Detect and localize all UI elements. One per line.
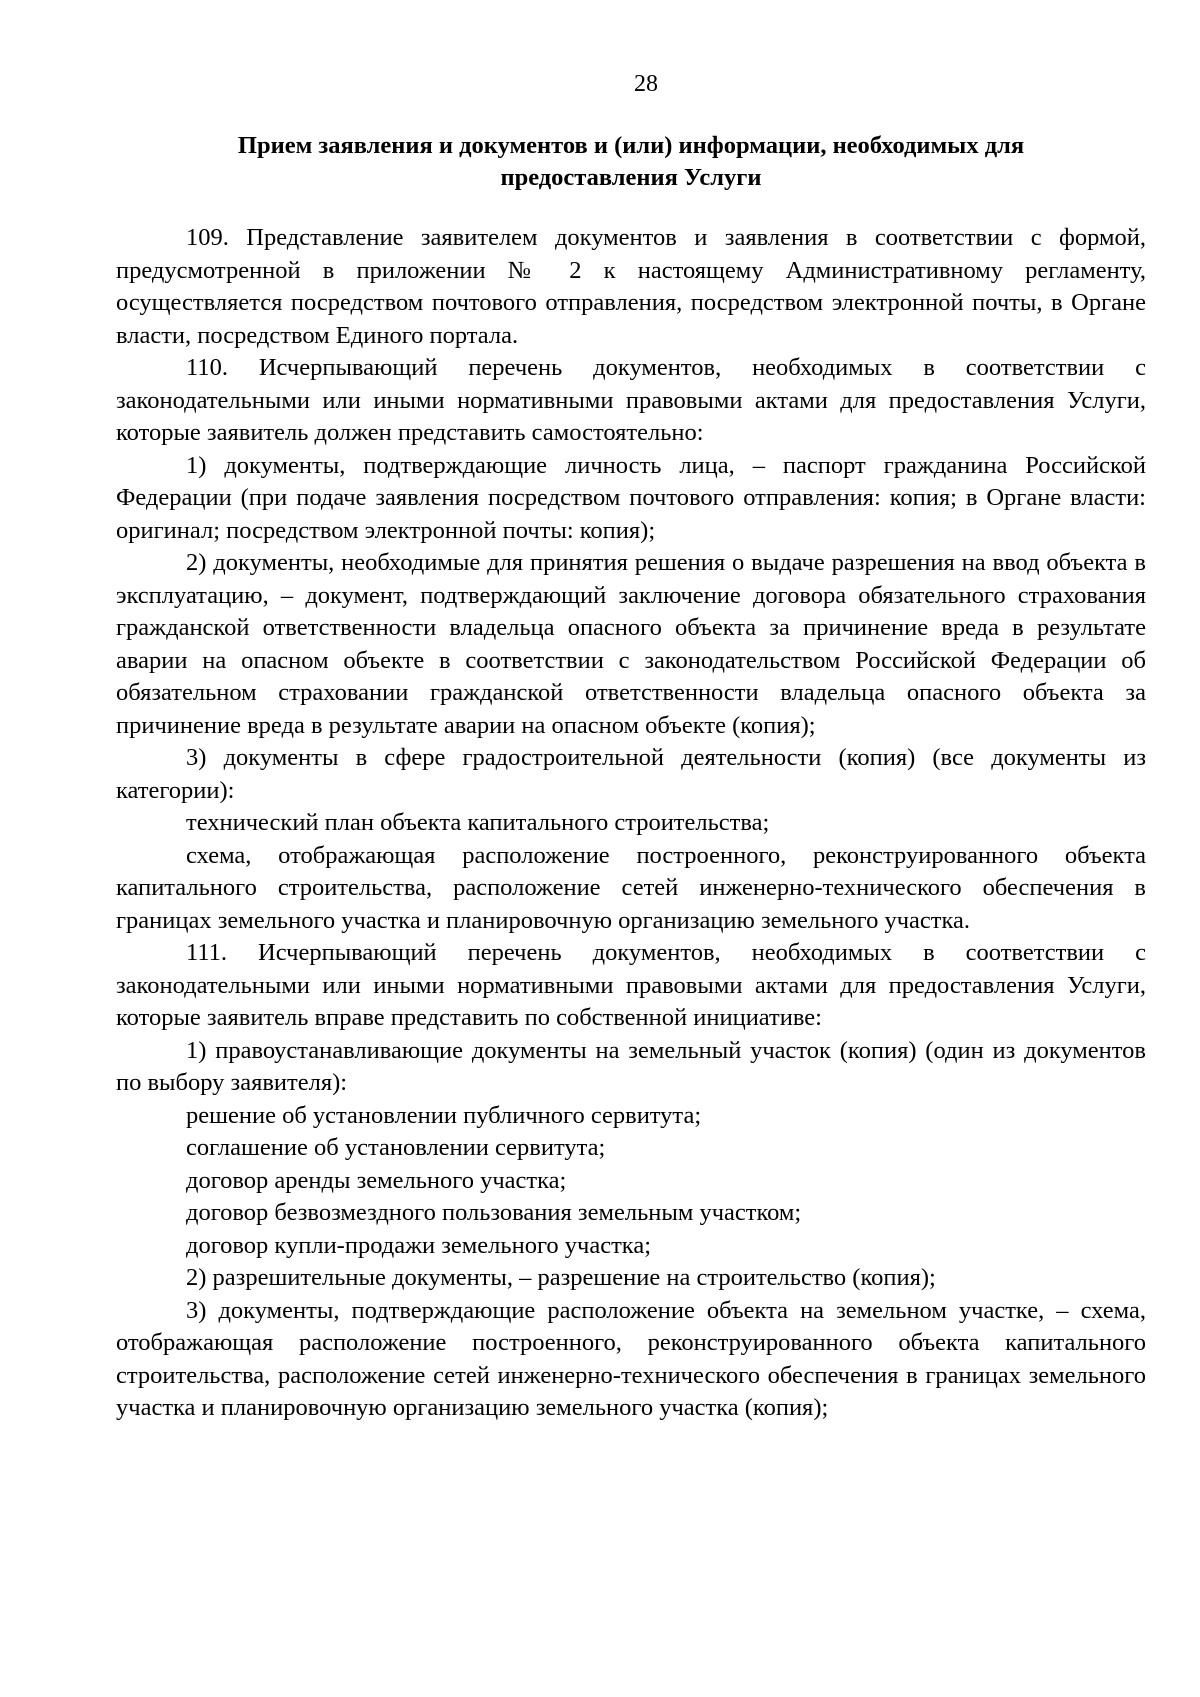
paragraph-109: 109. Представление заявителем документов и заявления в соответствии с формой, предусмотренной в приложении № 2 к настоящему Административному регламенту, осуществляется посредством почтового отправления, посредством электронной почты, в Органе власти, посредством Единого портала. (116, 224, 1146, 349)
paragraph-110: 110. Исчерпывающий перечень документов, необходимых в соответствии с законодательными или иными нормативными правовыми актами для предоставления Услуги, которые заявитель должен представить самостоятельно: (116, 354, 1146, 446)
list-item-111-1: 1) правоустанавливающие документы на земельный участок (копия) (один из документов по выбору заявителя): (116, 1036, 1146, 1096)
list-item-111-2: 2) разрешительные документы, – разрешение на строительство (копия); (186, 1264, 936, 1291)
section-heading-line-1: Прием заявления и документов и (или) информации, необходимых для (237, 132, 1025, 159)
sub-item-technical-plan: технический план объекта капитального строительства; (186, 809, 770, 836)
list-item-110-2: 2) документы, необходимые для принятия решения о выдаче разрешения на ввод объекта в эксплуатацию, – документ, подтверждающий заключение договора обязательного страхования гражданской ответственности владельца опасного объекта за причинение вреда в результате аварии на опасном объекте в соответствии с законодательством Российской Федерации об обязательном страховании гражданской ответственности владельца опасного объекта за причинение вреда в результате аварии на опасном объекте (копия); (116, 549, 1146, 739)
sub-item-layout-scheme: схема, отображающая расположение построенного, реконструированного объекта капитального строительства, расположение сетей инженерно-технического обеспечения в границах земельного участка и планировочную организацию земельного участка. (116, 841, 1146, 934)
sub-item-free-use-contract: договор безвозмездного пользования земельным участком; (186, 1199, 802, 1226)
list-item-110-1: 1) документы, подтверждающие личность лица, – паспорт гражданина Российской Федерации (при подаче заявления посредством почтового отправления: копия; в Органе власти: оригинал; посредством электронной почты: копия); (116, 451, 1146, 544)
list-item-110-3: 3) документы в сфере градостроительной деятельности (копия) (все документы из категории): (116, 744, 1146, 804)
section-heading (116, 130, 1146, 194)
paragraph-111: 111. Исчерпывающий перечень документов, необходимых в соответствии с законодательными или иными нормативными правовыми актами для предоставления Услуги, которые заявитель вправе представить по собственной инициативе: (116, 939, 1146, 1031)
list-item-111-3: 3) документы, подтверждающие расположение объекта на земельном участке, – схема, отображающая расположение построенного, реконструированного объекта капитального строительства, расположение сетей инженерно-технического обеспечения в границах земельного участка и планировочную организацию земельного участка (копия); (116, 1296, 1146, 1421)
sub-item-servitude-agreement: соглашение об установлении сервитута; (186, 1134, 606, 1161)
sub-item-sale-contract: договор купли-продажи земельного участка; (186, 1231, 651, 1259)
section-heading-line-2: предоставления Услуги (500, 164, 762, 191)
page-number: 28 (634, 71, 658, 97)
sub-item-public-servitude: решение об установлении публичного сервитута; (186, 1101, 702, 1129)
sub-item-lease-contract: договор аренды земельного участка; (186, 1166, 567, 1194)
document-body (116, 222, 1146, 1425)
